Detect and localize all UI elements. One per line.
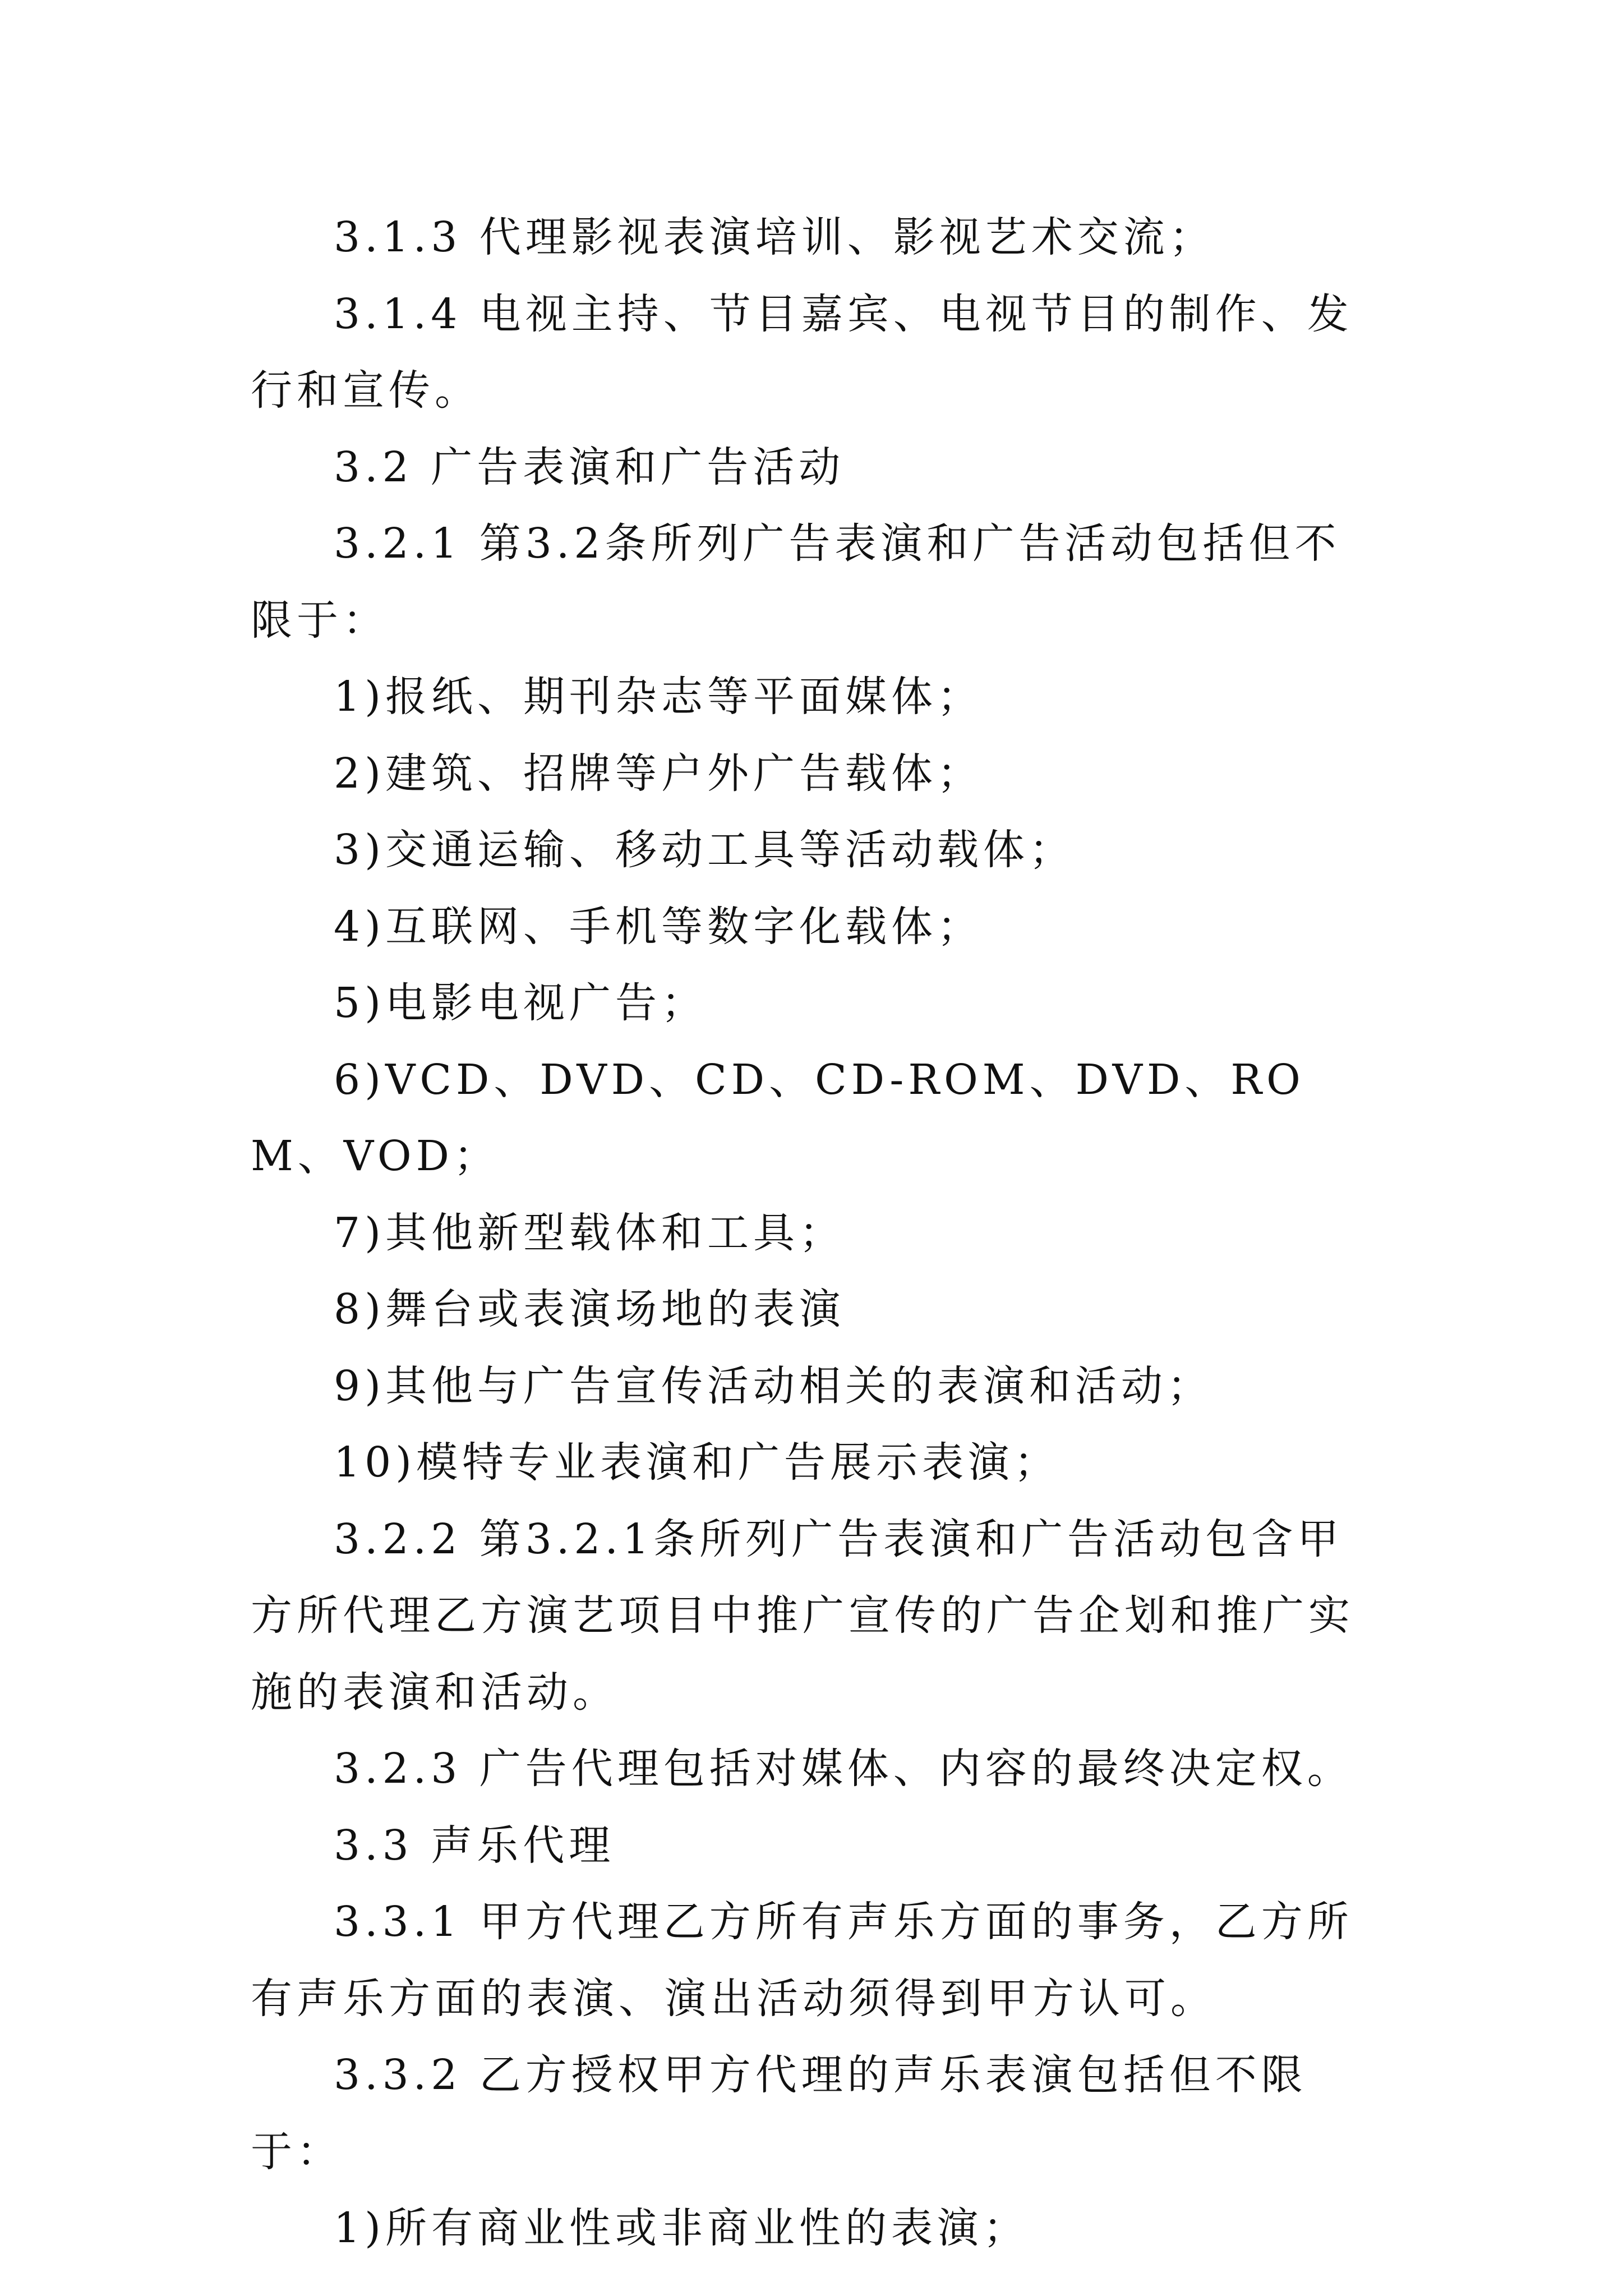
list-item-3: 3)交通运输、移动工具等活动载体； <box>334 826 1075 874</box>
list-item-6: 6)VCD、DVD、CD、CD-ROM、DVD、ROM、VOD； <box>251 1055 1305 1180</box>
list-item-9: 9)其他与广告宣传活动相关的表演和活动； <box>334 1361 1213 1410</box>
paragraph-3-1-4: 3.1.4 电视主持、节目嘉宾、电视节目的制作、发行和宣传。 <box>251 289 1353 415</box>
heading-3-3: 3.3 声乐代理 <box>334 1821 615 1870</box>
paragraph-3-3-2: 3.3.2 乙方授权甲方代理的声乐表演包括但不限于： <box>251 2051 1307 2176</box>
list-item-2: 2)建筑、招牌等户外广告载体； <box>334 749 983 798</box>
list-item-10: 10)模特专业表演和广告展示表演； <box>334 1438 1061 1487</box>
list-item-8: 8)舞台或表演场地的表演 <box>334 1285 845 1333</box>
paragraph-3-1-3: 3.1.3 代理影视表演培训、影视艺术交流； <box>334 213 1215 261</box>
heading-3-2: 3.2 广告表演和广告活动 <box>334 443 845 491</box>
paragraph-3-3-1: 3.3.1 甲方代理乙方所有声乐方面的事务，乙方所有声乐方面的表演、演出活动须得到甲方认可。 <box>251 1898 1353 2023</box>
document-body <box>251 199 1386 2267</box>
list-item-1: 1)报纸、期刊杂志等平面媒体； <box>334 673 983 721</box>
list-item-5: 5)电影电视广告； <box>334 979 707 1027</box>
paragraph-3-2-2: 3.2.2 第3.2.1条所列广告表演和广告活动包含甲方所代理乙方演艺项目中推广宣传的广告企划和推广实施的表演和活动。 <box>251 1515 1354 1717</box>
paragraph-3-2-3: 3.2.3 广告代理包括对媒体、内容的最终决定权。 <box>334 1745 1353 1793</box>
list-item-7: 7)其他新型载体和工具； <box>334 1208 845 1257</box>
paragraph-3-2-1: 3.2.1 第3.2条所列广告表演和广告活动包括但不限于： <box>251 519 1341 645</box>
sublist-item-1: 1)所有商业性或非商业性的表演； <box>334 2204 1029 2252</box>
list-item-4: 4)互联网、手机等数字化载体； <box>334 902 983 951</box>
